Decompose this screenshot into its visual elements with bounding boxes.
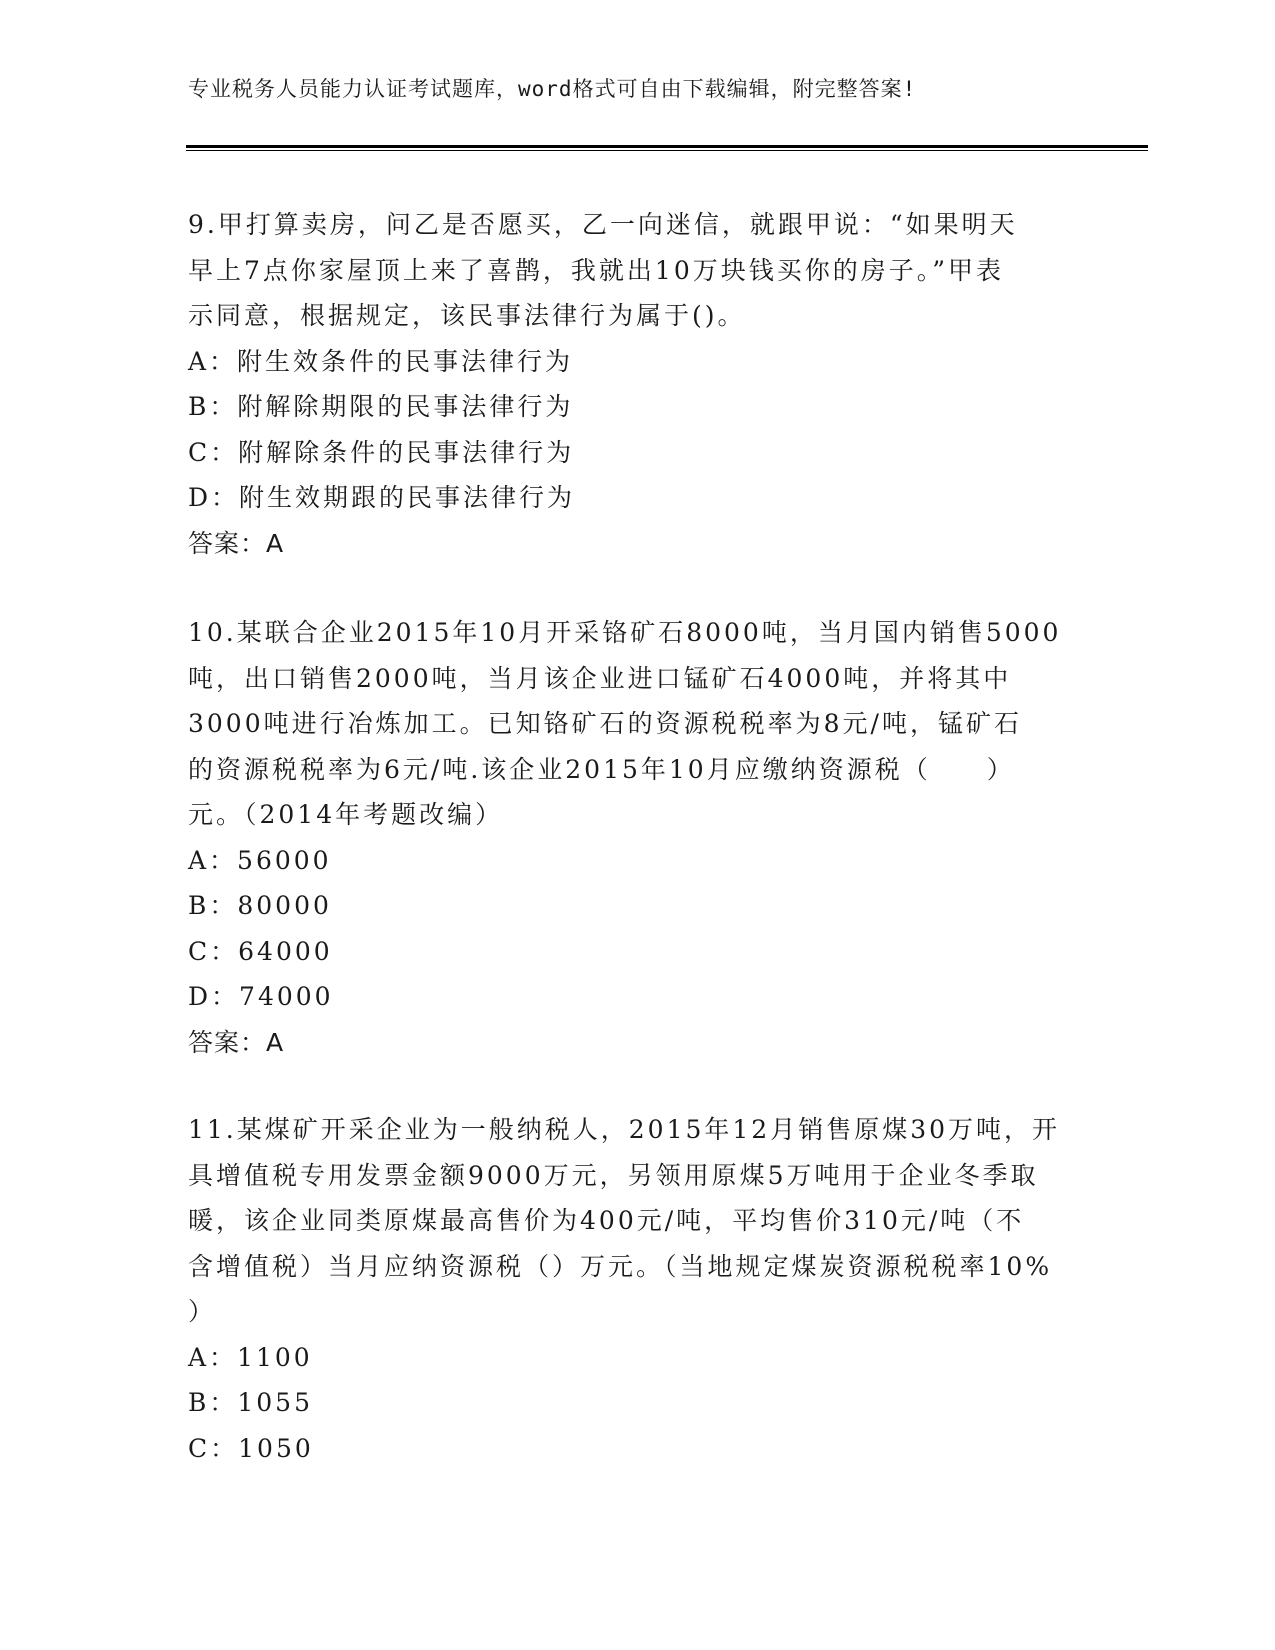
question-stem-line: 11.某煤矿开采企业为一般纳税人，2015年12月销售原煤30万吨，开 (188, 1115, 1061, 1144)
page-header: 专业税务人员能力认证考试题库，word格式可自由下载编辑，附完整答案! (188, 77, 917, 101)
question-stem-line: 暖，该企业同类原煤最高售价为400元/吨，平均售价310元/吨（不 (188, 1206, 1025, 1235)
answer-label: 答案：A (188, 1027, 285, 1057)
option-b: B：附解除期限的民事法律行为 (188, 392, 574, 421)
question-stem-line: 含增值税）当月应纳资源税（）万元。（当地规定煤炭资源税税率10% (188, 1251, 1053, 1281)
question-stem-line: 吨，出口销售2000吨，当月该企业进口锰矿石4000吨，并将其中 (188, 663, 1012, 693)
question-stem-line: 10.某联合企业2015年10月开采铬矿石8000吨，当月国内销售5000 (188, 618, 1062, 647)
option-a: A：56000 (188, 845, 332, 875)
question-stem-line: 3000吨进行冶炼加工。已知铬矿石的资源税税率为8元/吨，锰矿石 (188, 709, 1022, 738)
header-rule-thin (186, 150, 1148, 151)
question-stem-line: 9.甲打算卖房，问乙是否愿买，乙一向迷信，就跟甲说：“如果明天 (188, 210, 1018, 239)
header-rule-thick (186, 145, 1148, 148)
option-c: C：1050 (188, 1433, 314, 1463)
question-stem-line: 早上7点你家屋顶上来了喜鹊，我就出10万块钱买你的房子。”甲表 (188, 255, 1005, 285)
option-a: A：附生效条件的民事法律行为 (188, 346, 574, 376)
option-c: C：附解除条件的民事法律行为 (188, 437, 575, 467)
option-b: B：1055 (188, 1388, 313, 1417)
option-d: D：74000 (188, 982, 334, 1011)
question-11 (188, 1107, 1088, 1471)
question-stem-line: ） (188, 1297, 217, 1326)
answer-label: 答案：A (188, 528, 285, 558)
option-c: C：64000 (188, 936, 333, 966)
question-10 (188, 610, 1088, 1065)
option-b: B：80000 (188, 891, 332, 920)
question-9 (188, 202, 1088, 566)
question-stem-line: 元。（2014年考题改编） (188, 800, 504, 829)
question-stem-line: 具增值税专用发票金额9000万元，另领用原煤5万吨用于企业冬季取 (188, 1160, 1039, 1190)
question-stem-line: 示同意，根据规定，该民事法律行为属于()。 (188, 301, 746, 330)
question-stem-line: 的资源税税率为6元/吨.该企业2015年10月应缴纳资源税（ ） (188, 754, 1015, 784)
option-d: D：附生效期跟的民事法律行为 (188, 483, 576, 512)
option-a: A：1100 (188, 1342, 313, 1372)
